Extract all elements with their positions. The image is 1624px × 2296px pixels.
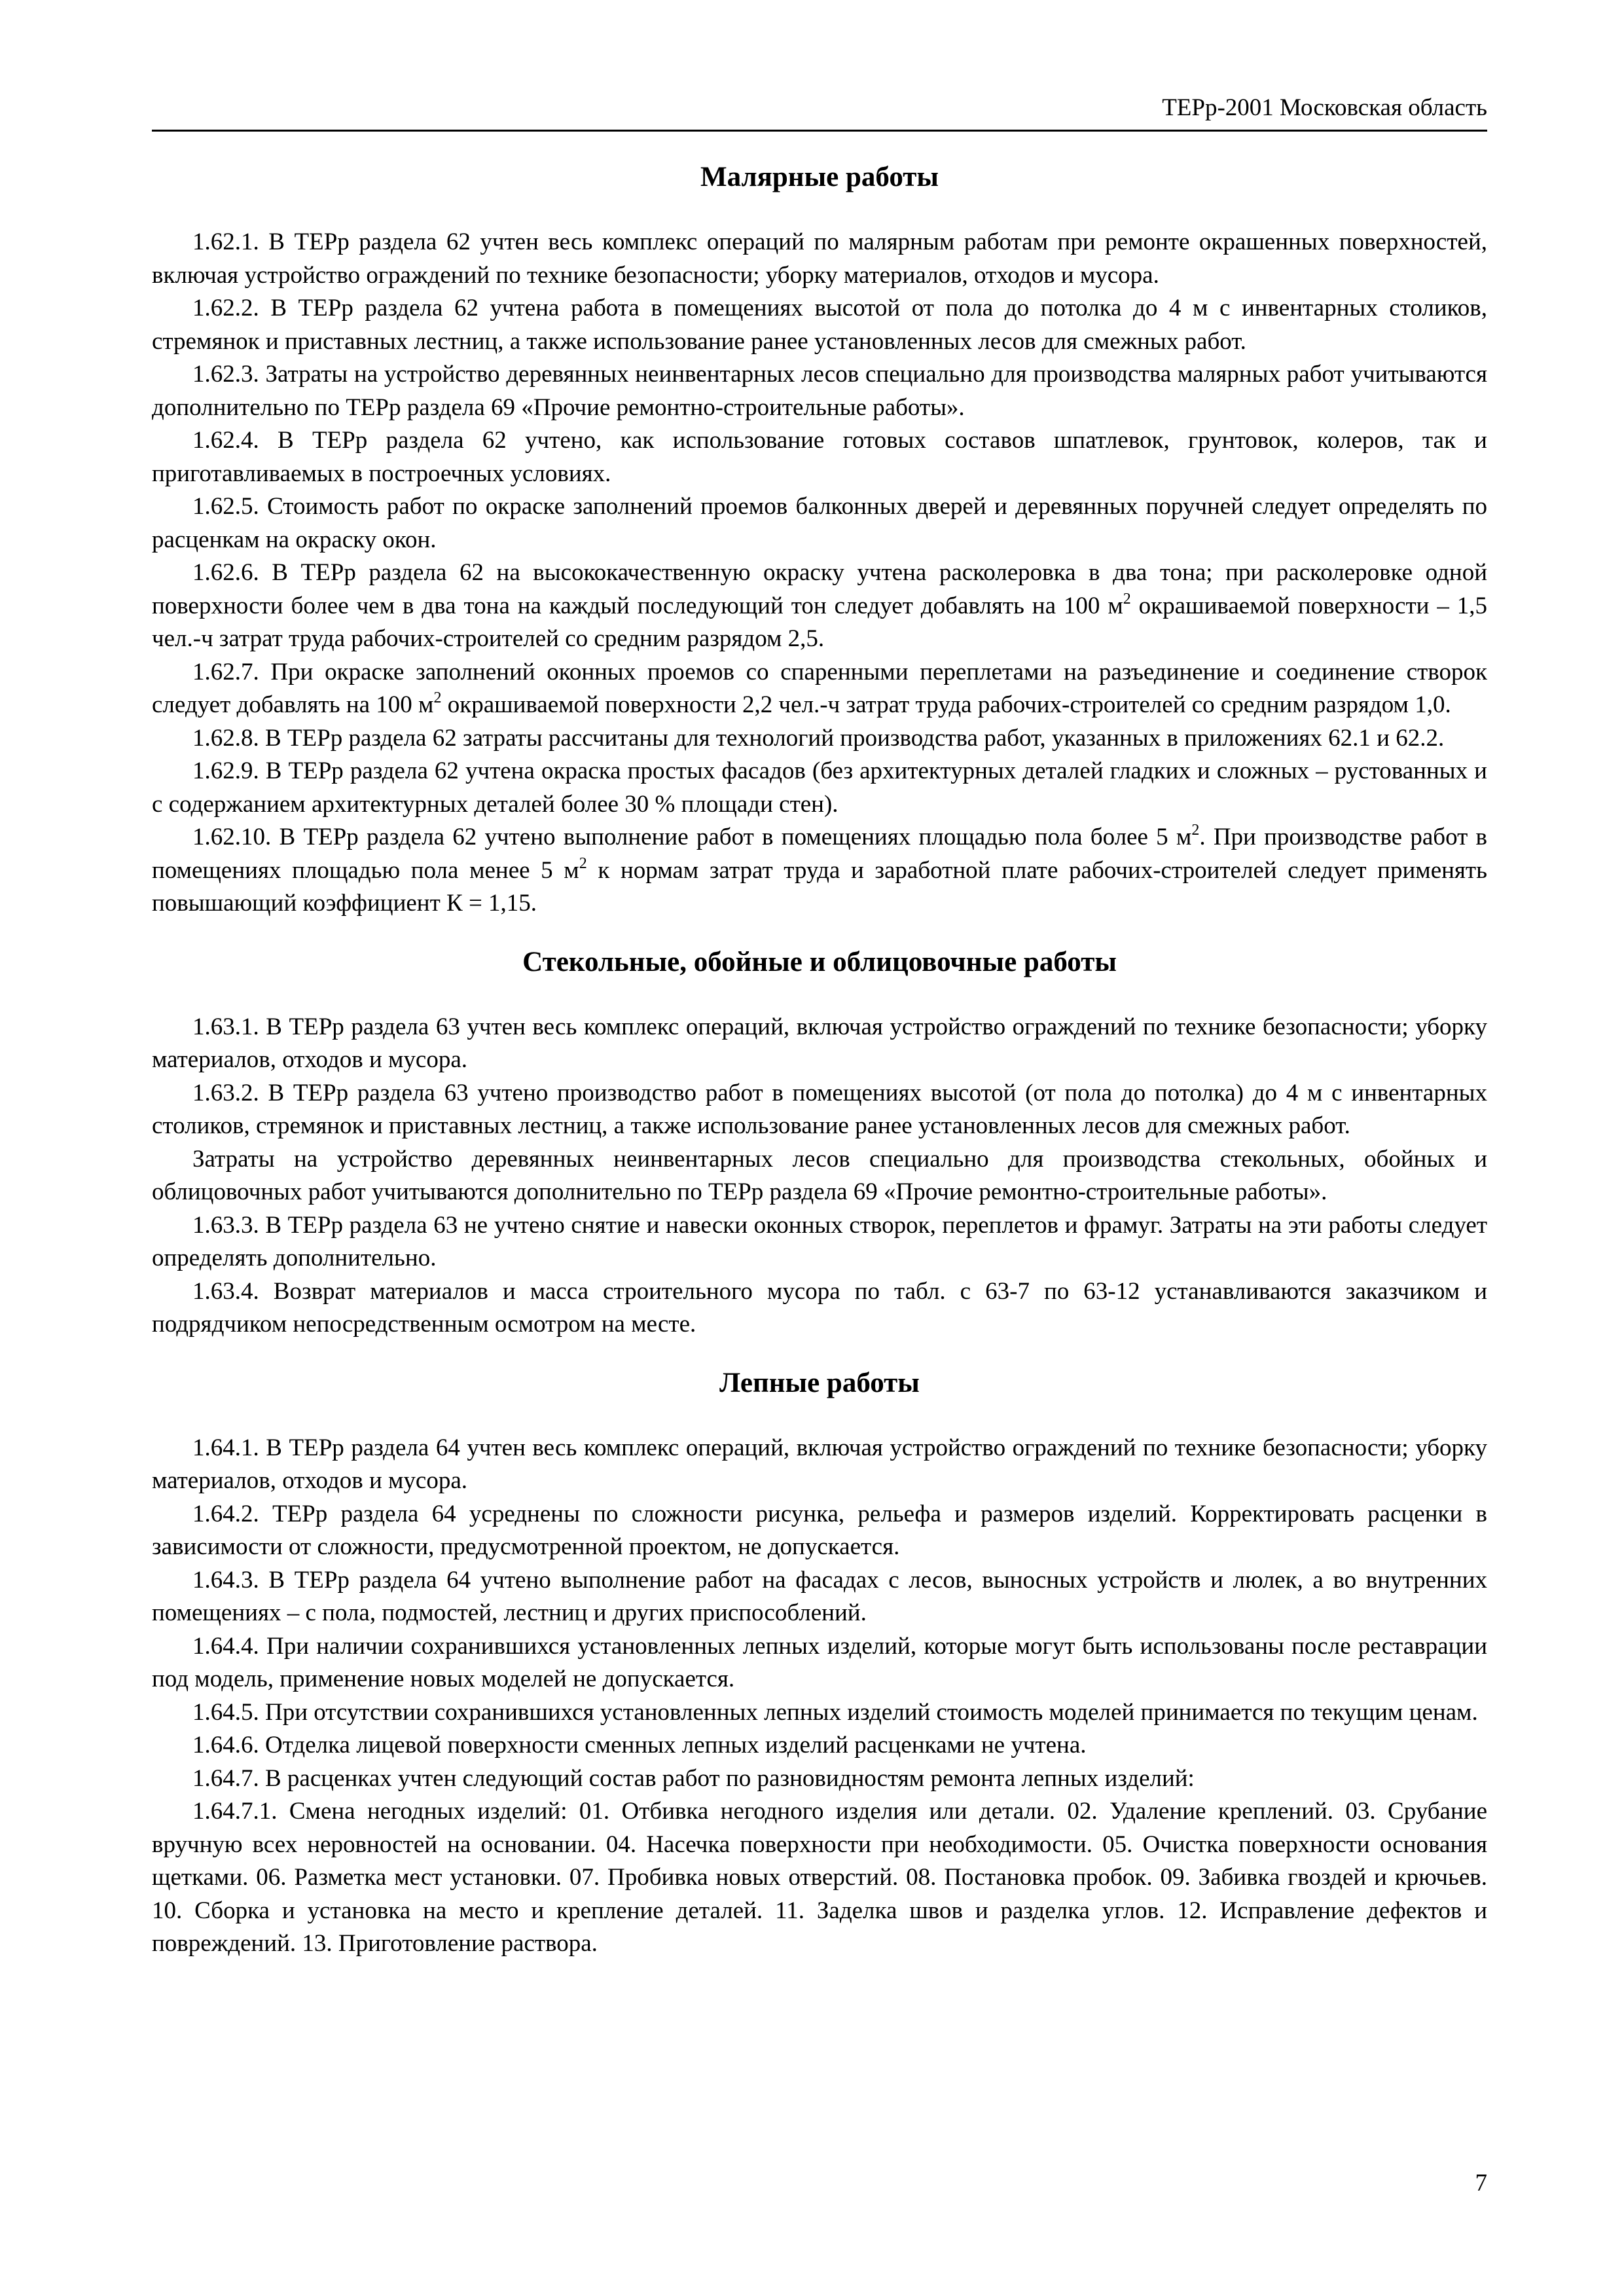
paragraph: 1.62.6. В ТЕРр раздела 62 на высококачественную окраску учтена расколеровка в два тона; при расколеровке одной поверхности более чем в два тона на каждый последующий тон следует добавлять на 100 $м^2$ окрашиваемой поверхности – 1,5 чел.-ч затрат труда рабочих-строителей со средним разрядом 2,5.: [152, 559, 1487, 652]
section-title-stucco: Лепные работы: [719, 1367, 920, 1398]
paragraph: 1.64.2. ТЕРр раздела 64 усреднены по сложности рисунка, рельефа и размеров изделий. Корректировать расценки в зависимости от сложности, предусмотренной проектом, не допускается.: [152, 1500, 1487, 1560]
page-number: 7: [1475, 2170, 1487, 2196]
paragraph: 1.62.2. В ТЕРр раздела 62 учтена работа в помещениях высотой от пола до потолка до 4 м с инвентарных столиков, стремянок и приставных лестниц, а также использование ранее установленных лесов для смежных работ.: [152, 295, 1487, 355]
section-title-glazing-wallpaper-facing: Стекольные, обойные и облицовочные работы: [522, 946, 1117, 977]
superscript-two: 2: [579, 854, 587, 872]
superscript-two: 2: [1191, 822, 1200, 839]
paragraph: 1.62.5. Стоимость работ по окраске заполнений проемов балконных дверей и деревянных поручней следует определять по расценкам на окраску окон.: [152, 493, 1487, 553]
paragraph: 1.63.1. В ТЕРр раздела 63 учтен весь комплекс операций, включая устройство ограждений по технике безопасности; уборку материалов, отходов и мусора.: [152, 1013, 1487, 1073]
paragraph: 1.64.4. При наличии сохранившихся установленных лепных изделий, которые могут быть использованы после реставрации под модель, применение новых моделей не допускается.: [152, 1632, 1487, 1692]
paragraph: 1.62.7. При окраске заполнений оконных проемов со спаренными переплетами на разъединение и соединение створок следует добавлять на 100 $м^2$ окрашиваемой поверхности 2,2 чел.-ч затрат труда рабочих-строителей со средним разрядом 1,0.: [152, 658, 1487, 718]
paragraph: 1.64.1. В ТЕРр раздела 64 учтен весь комплекс операций, включая устройство ограждений по технике безопасности; уборку материалов, отходов и мусора.: [152, 1434, 1487, 1494]
header-rule: [152, 130, 1487, 132]
paragraph: 1.63.2. В ТЕРр раздела 63 учтено производство работ в помещениях высотой (от пола до потолка) до 4 м с инвентарных столиков, стремянок и приставных лестниц, а также использование ранее установленных лесов для смежных работ.: [152, 1079, 1487, 1139]
paragraph: 1.62.1. В ТЕРр раздела 62 учтен весь комплекс операций по малярным работам при ремонте окрашенных поверхностей, включая устройство ограждений по технике безопасности; уборку материалов, отходов и мусора.: [152, 228, 1487, 289]
paragraph: 1.63.3. В ТЕРр раздела 63 не учтено снятие и навески оконных створок, переплетов и фрамуг. Затраты на эти работы следует определять дополнительно.: [152, 1211, 1487, 1271]
paragraph: Затраты на устройство деревянных неинвентарных лесов специально для производства стекольных, обойных и облицовочных работ учитываются дополнительно по ТЕРр раздела 69 «Прочие ремонтно-строительные работы».: [152, 1145, 1487, 1205]
paragraph: 1.63.4. Возврат материалов и масса строительного мусора по табл. с 63-7 по 63-12 устанавливаются заказчиком и подрядчиком непосредственным осмотром на месте.: [152, 1277, 1487, 1338]
paragraph: 1.62.8. В ТЕРр раздела 62 затраты рассчитаны для технологий производства работ, указанных в приложениях 62.1 и 62.2.: [192, 724, 1445, 752]
paragraph: 1.62.10. В ТЕРр раздела 62 учтено выполнение работ в помещениях площадью пола более 5 $м^2$. При производстве работ в помещениях площадью пола менее 5 $м^2$ к нормам затрат труда и заработной плате рабочих-строителей следует применять повышающий коэффициент К = 1,15.: [152, 822, 1487, 917]
paragraph: 1.64.5. При отсутствии сохранившихся установленных лепных изделий стоимость моделей принимается по текущим ценам.: [192, 1698, 1478, 1726]
paragraph: 1.64.6. Отделка лицевой поверхности сменных лепных изделий расценками не учтена.: [192, 1732, 1087, 1758]
paragraph: 1.64.7.1. Смена негодных изделий: 01. Отбивка негодного изделия или детали. 02. Удаление креплений. 03. Срубание вручную всех неровностей на основании. 04. Насечка поверхности при необходимости. 05. Очистка поверхности основания щетками. 06. Разметка мест установки. 07. Пробивка новых отверстий. 08. Постановка пробок. 09. Забивка гвоздей и крючьев. 10. Сборка и установка на место и крепление деталей. 11. Заделка швов и разделка углов. 12. Исправление дефектов и повреждений. 13. Приготовление раствора.: [152, 1798, 1487, 1957]
running-header: ТЕРр-2001 Московская область: [1162, 94, 1487, 121]
paragraph: 1.64.7. В расценках учтен следующий состав работ по разновидностям ремонта лепных изделий:: [192, 1764, 1195, 1792]
paragraph: 1.64.3. В ТЕРр раздела 64 учтено выполнение работ на фасадах с лесов, выносных устройств и люлек, а во внутренних помещениях – с пола, подмостей, лестниц и других приспособлений.: [152, 1566, 1487, 1626]
document-body: [152, 141, 1487, 1961]
section-title-painting: Малярные работы: [700, 162, 939, 192]
superscript-two: 2: [433, 689, 442, 706]
paragraph: 1.62.3. Затраты на устройство деревянных неинвентарных лесов специально для производства малярных работ учитываются дополнительно по ТЕРр раздела 69 «Прочие ремонтно-строительные работы».: [152, 361, 1487, 421]
paragraph: 1.62.9. В ТЕРр раздела 62 учтена окраска простых фасадов (без архитектурных деталей гладких и сложных – рустованных и с содержанием архитектурных деталей более 30 % площади стен).: [152, 757, 1487, 818]
paragraph: 1.62.4. В ТЕРр раздела 62 учтено, как использование готовых составов шпатлевок, грунтовок, колеров, так и приготавливаемых в построечных условиях.: [152, 427, 1487, 487]
superscript-two: 2: [1123, 590, 1131, 608]
